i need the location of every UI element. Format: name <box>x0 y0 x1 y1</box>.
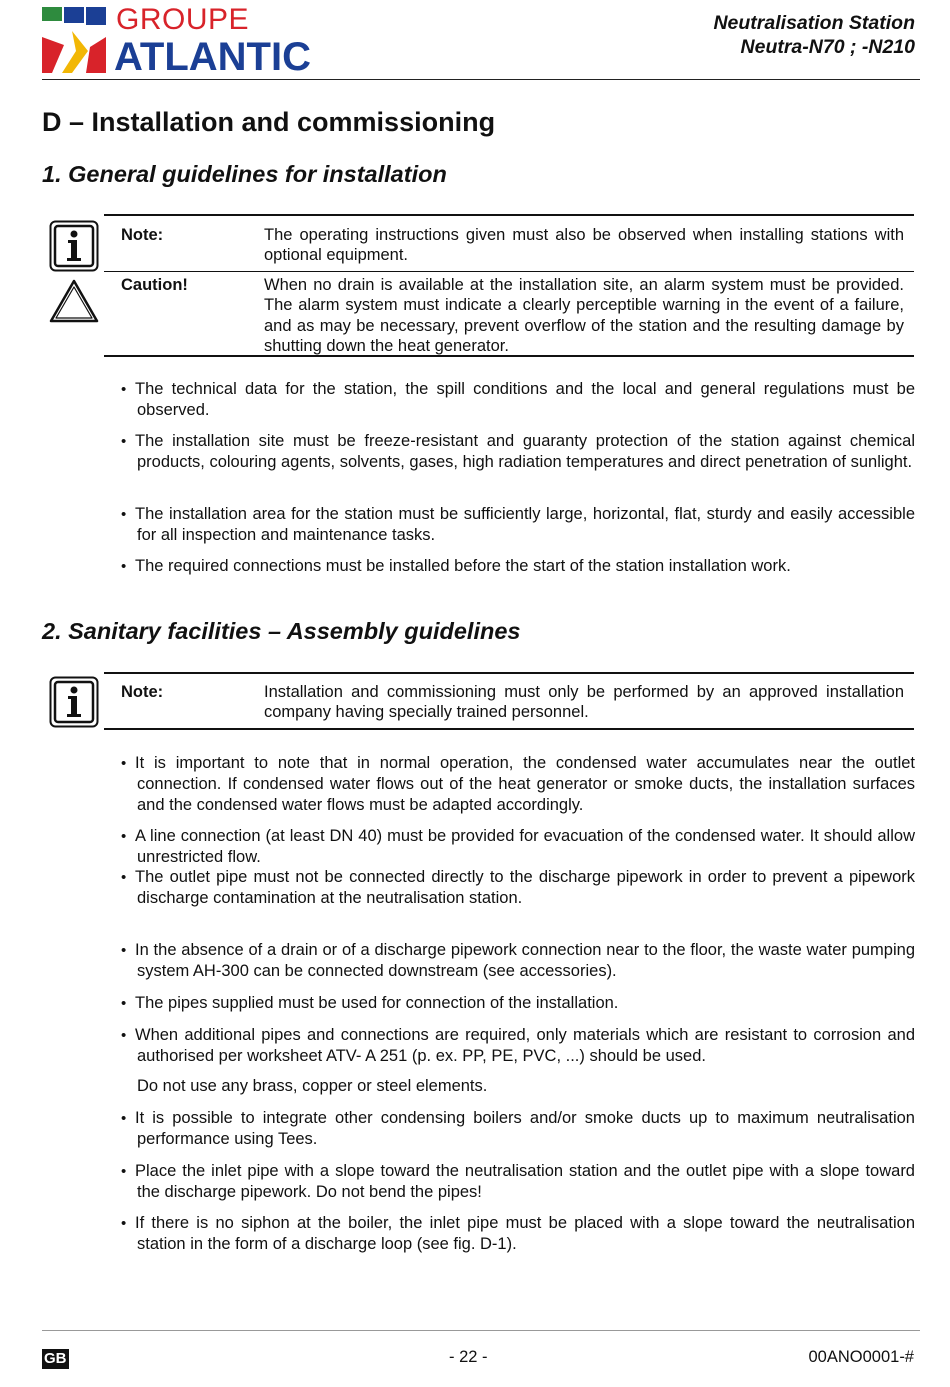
header-title-line1: Neutralisation Station <box>713 12 915 34</box>
list-item: • A line connection (at least DN 40) must be provided for evacuation of the condensed water. It should allow unrestricted flow. <box>121 827 915 867</box>
caution-label: Caution! <box>121 276 188 294</box>
list-item: • The required connections must be installed before the start of the station installation work. <box>121 557 791 575</box>
chapter-title: D – Installation and commissioning <box>42 107 496 137</box>
list-item: • The installation site must be freeze-resistant and guaranty protection of the station against chemical products, colouring agents, solvents, gases, high radiation temperatures and direct penetration of sunlight. <box>121 432 915 472</box>
list-item: • The technical data for the station, the spill conditions and the local and general regulations must be observed. <box>121 380 915 420</box>
list-item: • It is important to note that in normal operation, the condensed water accumulates near the outlet connection. If condensed water flows out of the heat generator or smoke ducts, the installation surfaces and the condensed water flows must be adapted accordingly. <box>121 754 915 814</box>
header-title-line2: Neutra-N70 ; -N210 <box>740 36 915 58</box>
document-header-title <box>713 11 915 59</box>
note-text: Installation and commissioning must only be performed by an approved installation company having specially trained personnel. <box>264 683 904 722</box>
note-divider <box>104 271 914 272</box>
list-item-text: The outlet pipe must not be connected directly to the discharge pipework in order to prevent a pipework discharge contamination at the neutralisation station. <box>135 868 915 908</box>
list-item-text: The installation area for the station must be sufficiently large, horizontal, flat, sturdy and easily accessible for all inspection and maintenance tasks. <box>135 505 915 545</box>
footer-divider <box>42 1330 920 1331</box>
list-item: • Place the inlet pipe with a slope toward the neutralisation station and the outlet pipe with a slope toward the discharge pipework. Do not bend the pipes! <box>121 1162 915 1202</box>
list-item: • If there is no siphon at the boiler, the inlet pipe must be placed with a slope toward the neutralisation station in the form of a discharge loop (see fig. D-1). <box>121 1214 915 1254</box>
list-item-text: When additional pipes and connections are required, only materials which are resistant to corrosion and authorised per worksheet ATV- A 251 (p. ex. PP, PE, PVC, ...) should be used. <box>135 1026 915 1066</box>
caution-text: When no drain is available at the installation site, an alarm system must be provided. The alarm system must indicate a clearly perceptible warning in the event of a failure, and as may be necessary, prevent overflow of the station and the resulting damage by shutting down the heat generator. <box>264 276 904 355</box>
list-item: • The installation area for the station must be sufficiently large, horizontal, flat, sturdy and easily accessible for all inspection and maintenance tasks. <box>121 505 915 545</box>
section2-title: 2. Sanitary facilities – Assembly guidelines <box>42 618 521 644</box>
list-item: • It is possible to integrate other condensing boilers and/or smoke ducts up to maximum neutralisation performance using Tees. <box>121 1109 915 1149</box>
language-badge: GB <box>44 1350 67 1367</box>
logo-atlantic-text: ATLANTIC <box>114 35 311 79</box>
header-divider <box>42 79 920 80</box>
note-top-rule <box>104 672 914 674</box>
list-item-text: It is important to note that in normal operation, the condensed water accumulates near the outlet connection. If condensed water flows out of the heat generator or smoke ducts, the installation surfaces and the condensed water flows must be adapted accordingly. <box>135 754 915 814</box>
list-item: • In the absence of a drain or of a discharge pipework connection near to the floor, the waste water pumping system AH-300 can be connected downstream (see accessories). <box>121 941 915 981</box>
note-label: Note: <box>121 683 164 701</box>
list-item-text: The installation site must be freeze-resistant and guaranty protection of the station against chemical products, colouring agents, solvents, gases, high radiation temperatures and direct penetration of sunlight. <box>135 432 915 472</box>
list-item-text: The technical data for the station, the spill conditions and the local and general regulations must be observed. <box>135 380 915 420</box>
section1-title: 1. General guidelines for installation <box>42 161 447 187</box>
info-icon <box>49 676 99 728</box>
list-item: • The outlet pipe must not be connected directly to the discharge pipework in order to prevent a pipework discharge contamination at the neutralisation station. <box>121 868 915 908</box>
list-item-note: Do not use any brass, copper or steel elements. <box>137 1077 488 1095</box>
note-bottom-rule <box>104 355 914 357</box>
logo-groupe-text: GROUPE <box>116 3 250 36</box>
note-bottom-rule <box>104 728 914 730</box>
note-label: Note: <box>121 226 164 244</box>
list-item: • The pipes supplied must be used for connection of the installation. <box>121 994 619 1012</box>
note-top-rule <box>104 214 914 216</box>
list-item-text: The required connections must be installed before the start of the station installation work. <box>135 557 791 575</box>
list-item-text: In the absence of a drain or of a discharge pipework connection near to the floor, the waste water pumping system AH-300 can be connected downstream (see accessories). <box>135 941 915 981</box>
note-text: The operating instructions given must also be observed when installing stations with optional equipment. <box>264 226 904 265</box>
logo-mark-icon <box>42 7 110 73</box>
list-item-text: It is possible to integrate other condensing boilers and/or smoke ducts up to maximum neutralisation performance using Tees. <box>135 1109 915 1149</box>
list-item-text: The pipes supplied must be used for connection of the installation. <box>135 994 619 1012</box>
list-item-text: A line connection (at least DN 40) must be provided for evacuation of the condensed water. It should allow unrestricted flow. <box>135 827 915 867</box>
list-item-text: Place the inlet pipe with a slope toward the neutralisation station and the outlet pipe with a slope toward the discharge pipework. Do not bend the pipes! <box>135 1162 915 1202</box>
warning-triangle-icon <box>48 278 100 324</box>
document-reference: 00ANO0001-# <box>808 1348 914 1366</box>
list-item-text: If there is no siphon at the boiler, the inlet pipe must be placed with a slope toward the neutralisation station in the form of a discharge loop (see fig. D-1). <box>135 1214 915 1254</box>
list-item: • When additional pipes and connections are required, only materials which are resistant to corrosion and authorised per worksheet ATV- A 251 (p. ex. PP, PE, PVC, ...) should be used. <box>121 1026 915 1066</box>
groupe-atlantic-logo <box>42 3 332 79</box>
page-number: - 22 - <box>449 1348 488 1366</box>
info-icon <box>49 220 99 272</box>
